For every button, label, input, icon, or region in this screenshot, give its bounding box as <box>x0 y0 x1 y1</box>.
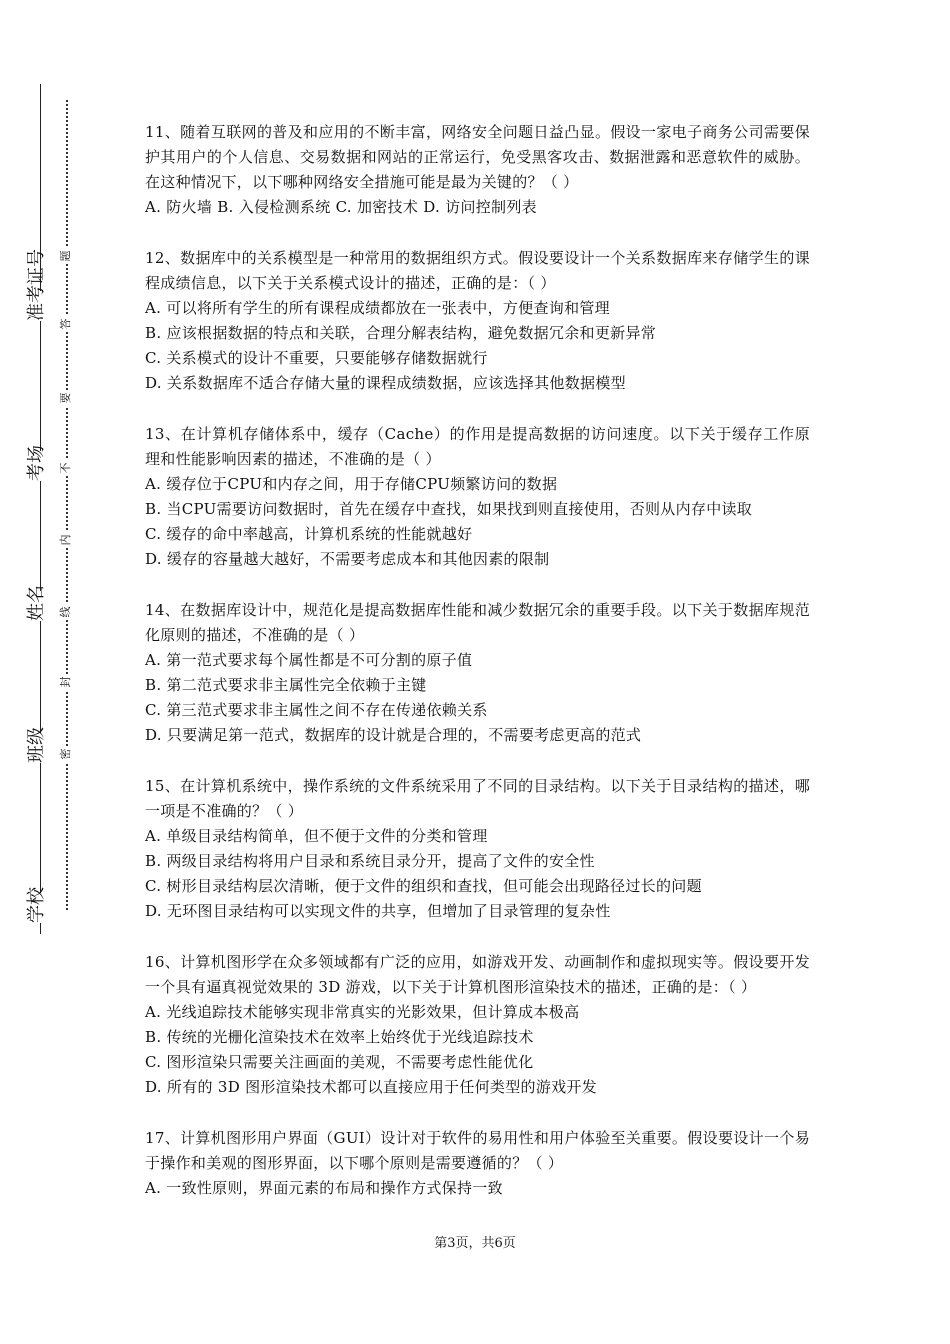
seal-char: 答 <box>60 316 72 332</box>
option-d: D. 缓存的容量越大越好，不需要考虑成本和其他因素的限制 <box>145 550 550 568</box>
option-d: D. 无环图目录结构可以实现文件的共享，但增加了目录管理的复杂性 <box>145 902 611 920</box>
question-stem: 16、计算机图形学在众多领域都有广泛的应用，如游戏开发、动画制作和虚拟现实等。假设要开发一个具有逼真视觉效果的 3D 游戏，以下关于计算机图形渲染技术的描述，正确的是：（ ） <box>145 953 810 996</box>
question-list <box>145 120 810 1227</box>
question-16 <box>145 950 810 1100</box>
option-c: C. 关系模式的设计不重要，只要能够存储数据就行 <box>145 349 488 367</box>
question-stem: 15、在计算机系统中，操作系统的文件系统采用了不同的目录结构。以下关于目录结构的描述，哪一项是不准确的？（ ） <box>145 777 810 820</box>
option-d: D. 所有的 3D 图形渲染技术都可以直接应用于任何类型的游戏开发 <box>145 1078 598 1096</box>
label-class: 班级 <box>26 727 47 763</box>
question-12 <box>145 246 810 396</box>
question-stem: 11、随着互联网的普及和应用的不断丰富，网络安全问题日益凸显。假设一家电子商务公司需要保护其用户的个人信息、交易数据和网站的正常运行，免受黑客攻击、数据泄露和恶意软件的威胁。在这种情况下，以下哪种网络安全措施可能是最为关键的？（ ） <box>145 123 810 191</box>
seal-char: 封 <box>60 674 72 690</box>
option-a: A. 光线追踪技术能够实现非常真实的光影效果，但计算成本极高 <box>145 1003 580 1021</box>
label-name: 姓名 <box>26 585 47 621</box>
binding-dotted-line <box>66 100 68 910</box>
seal-char: 内 <box>60 532 72 548</box>
question-stem: 12、数据库中的关系模型是一种常用的数据组织方式。假设要设计一个关系数据库来存储学生的课程成绩信息，以下关于关系模式设计的描述，正确的是：（ ） <box>145 249 810 292</box>
seal-char: 线 <box>60 604 72 620</box>
question-11 <box>145 120 810 220</box>
binding-margin <box>0 0 110 1344</box>
option-b: B. 两级目录结构将用户目录和系统目录分开，提高了文件的安全性 <box>145 852 595 870</box>
question-options: A. 防火墙 B. 入侵检测系统 C. 加密技术 D. 访问控制列表 <box>145 198 537 216</box>
option-a: A. 单级目录结构简单，但不便于文件的分类和管理 <box>145 827 488 845</box>
seal-char: 要 <box>60 390 72 406</box>
option-a: A. 一致性原则，界面元素的布局和操作方式保持一致 <box>145 1179 503 1197</box>
question-stem: 13、在计算机存储体系中，缓存（Cache）的作用是提高数据的访问速度。以下关于缓存工作原理和性能影响因素的描述，不准确的是（ ） <box>145 425 810 468</box>
question-stem: 14、在数据库设计中，规范化是提高数据库性能和减少数据冗余的重要手段。以下关于数据库规范化原则的描述，不准确的是（ ） <box>145 601 810 644</box>
label-exam-number: 准考证号 <box>26 249 47 321</box>
option-a: A. 缓存位于CPU和内存之间，用于存储CPU频繁访问的数据 <box>145 475 558 493</box>
option-c: C. 缓存的命中率越高，计算机系统的性能就越好 <box>145 525 473 543</box>
label-school: 学校 <box>26 887 47 923</box>
page-number: 第3页，共6页 <box>434 1236 516 1251</box>
option-d: D. 关系数据库不适合存储大量的课程成绩数据，应该选择其他数据模型 <box>145 374 626 392</box>
option-b: B. 第二范式要求非主属性完全依赖于主键 <box>145 676 427 694</box>
question-17 <box>145 1126 810 1201</box>
seal-char: 题 <box>60 248 72 264</box>
option-d: D. 只要满足第一范式，数据库的设计就是合理的，不需要考虑更高的范式 <box>145 726 642 744</box>
option-b: B. 传统的光栅化渲染技术在效率上始终优于光线追踪技术 <box>145 1028 534 1046</box>
question-15 <box>145 774 810 924</box>
option-a: A. 可以将所有学生的所有课程成绩都放在一张表中，方便查询和管理 <box>145 299 610 317</box>
seal-char: 密 <box>60 746 72 762</box>
option-c: C. 树形目录结构层次清晰，便于文件的组织和查找，但可能会出现路径过长的问题 <box>145 877 702 895</box>
option-b: B. 应该根据数据的特点和关联，合理分解表结构，避免数据冗余和更新异常 <box>145 324 657 342</box>
question-14 <box>145 598 810 748</box>
option-c: C. 第三范式要求非主属性之间不存在传递依赖关系 <box>145 701 488 719</box>
seal-char: 不 <box>60 460 72 476</box>
binding-solid-line <box>40 84 41 934</box>
option-b: B. 当CPU需要访问数据时，首先在缓存中查找，如果找到则直接使用，否则从内存中读取 <box>145 500 753 518</box>
option-c: C. 图形渲染只需要关注画面的美观，不需要考虑性能优化 <box>145 1053 534 1071</box>
question-stem: 17、计算机图形用户界面（GUI）设计对于软件的易用性和用户体验至关重要。假设要设计一个易于操作和美观的图形界面，以下哪个原则是需要遵循的？（ ） <box>145 1129 810 1172</box>
label-exam-room: 考场 <box>26 445 47 481</box>
option-a: A. 第一范式要求每个属性都是不可分割的原子值 <box>145 651 473 669</box>
question-13 <box>145 422 810 572</box>
